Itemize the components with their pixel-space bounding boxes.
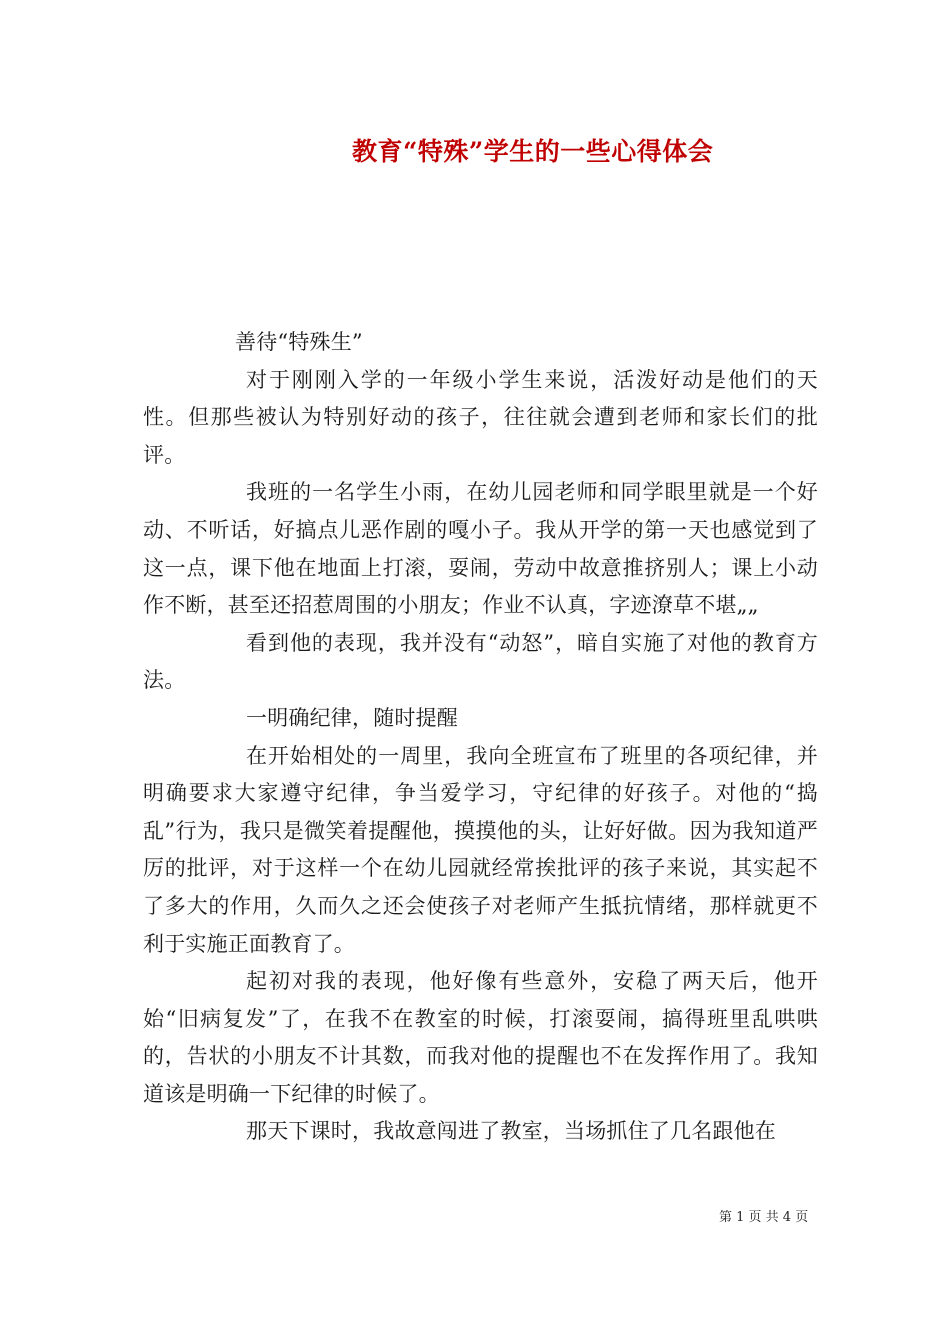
paragraph: 我班的一名学生小雨，在幼儿园老师和同学眼里就是一个好动、不听话，好搞点儿恶作剧的嘎小子。我从开学的第一天也感觉到了这一点，课下他在地面上打滚，耍闹，劳动中故意推挤别人；课上小动作不断，甚至还招惹周围的小朋友；作业不认真，字迹潦草不堪„„ <box>143 480 818 618</box>
document-title: 教育“特殊”学生的一些心得体会 <box>352 137 714 166</box>
paragraph: 看到他的表现，我并没有“动怒”，暗自实施了对他的教育方法。 <box>143 630 818 693</box>
paragraph: 在开始相处的一周里，我向全班宣布了班里的各项纪律，并明确要求大家遵守纪律，争当爱学习，守纪律的好孩子。对他的“捣乱”行为，我只是微笑着提醒他，摸摸他的头，让好好做。因为我知道严厉的批评，对于这样一个在幼儿园就经常挨批评的孩子来说，其实起不了多大的作用，久而久之还会使孩子对老师产生抵抗情绪，那样就更不利于实施正面教育了。 <box>143 743 818 956</box>
paragraph: 对于刚刚入学的一年级小学生来说，活泼好动是他们的天性。但那些被认为特别好动的孩子，往往就会遭到老师和家长们的批评。 <box>143 367 818 467</box>
subsection-heading: 一明确纪律，随时提醒 <box>246 705 458 730</box>
paragraph: 那天下课时，我故意闯进了教室，当场抓住了几名跟他在 <box>246 1119 776 1144</box>
document-body <box>143 324 818 1151</box>
page-number-footer: 第 1 页 共 4 页 <box>719 1210 809 1225</box>
section-heading: 善待“特殊生” <box>235 330 363 354</box>
paragraph: 起初对我的表现，他好像有些意外，安稳了两天后，他开始“旧病复发”了，在我不在教室的时候，打滚耍闹，搞得班里乱哄哄的，告状的小朋友不计其数，而我对他的提醒也不在发挥作用了。我知道该是明确一下纪律的时候了。 <box>143 969 818 1106</box>
